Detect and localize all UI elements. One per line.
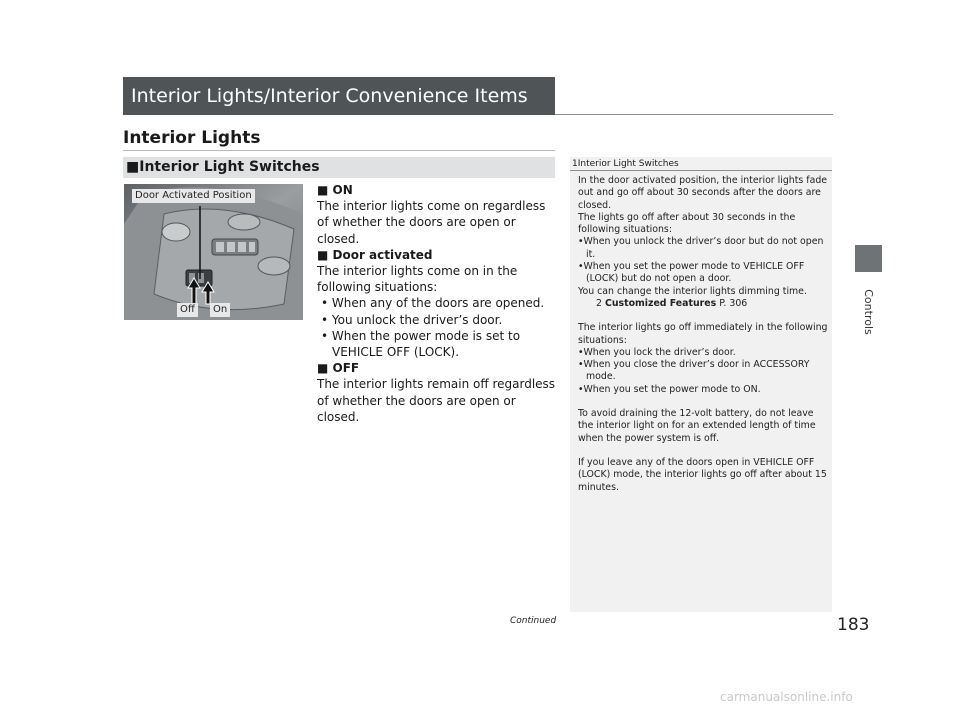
list-item: •When you set the power mode to ON. <box>578 383 761 395</box>
reference-title: Customized Features <box>604 297 717 309</box>
subsection-marker: ■ <box>126 159 140 175</box>
off-label: Off <box>177 303 198 317</box>
cross-reference[interactable] <box>578 298 828 310</box>
off-heading: ■ OFF <box>317 361 360 376</box>
subsection-title: Interior Light Switches <box>139 159 320 175</box>
info-paragraph: You can change the interior lights dimming time. <box>578 285 807 297</box>
list-item: •When you lock the driver’s door. <box>578 346 736 358</box>
list-item: • When any of the doors are opened. <box>321 296 545 311</box>
info-paragraph: In the door activated position, the interior lights fade out and go off about 30 seconds after the doors are closed. <box>578 175 828 211</box>
interior-light-photo <box>124 184 303 320</box>
subsection-bar <box>123 157 555 178</box>
info-paragraph: The lights go off after about 30 seconds in the following situations: <box>578 211 796 236</box>
off-text: The interior lights remain off regardless of whether the doors are open or closed. <box>317 377 556 424</box>
section-title: Interior Lights <box>123 128 261 148</box>
door-activated-text: The interior lights come on in the following situations: <box>317 264 518 295</box>
body-text <box>317 182 557 425</box>
note-icon: 1 <box>572 159 578 169</box>
info-paragraph: To avoid draining the 12-volt battery, do not leave the interior light on for an extended length of time when the power system is off. <box>578 408 816 444</box>
chapter-rule <box>555 114 833 115</box>
overhead-console-illustration <box>124 184 303 320</box>
info-paragraph: If you leave any of the doors open in VEHICLE OFF (LOCK) mode, the interior lights go off after about 15 minutes. <box>578 456 827 493</box>
list-item: •When you close the driver’s door in ACCESSORY mode. <box>578 359 810 383</box>
page-number: 183 <box>837 615 870 635</box>
list-item: • You unlock the driver’s door. <box>321 312 503 327</box>
list-item: • When the power mode is set to VEHICLE OFF (LOCK). <box>321 328 521 360</box>
continued-note: Continued <box>510 616 557 626</box>
info-paragraph: The interior lights go off immediately in the following situations: <box>578 322 828 346</box>
list-item: •When you set the power mode to VEHICLE OFF (LOCK) but do not open a door. <box>578 261 805 285</box>
side-tab-marker <box>855 245 882 272</box>
spacer <box>578 445 828 457</box>
reference-arrow-icon: 2 <box>596 297 602 309</box>
reference-page: P. 306 <box>719 297 748 309</box>
spacer <box>578 310 828 322</box>
side-tab-label: Controls <box>862 289 875 335</box>
section-rule <box>123 150 555 151</box>
site-watermark: carmanualsonline.info <box>720 690 853 704</box>
on-label: On <box>210 303 230 317</box>
door-activated-position-label: Door Activated Position <box>132 189 255 203</box>
on-heading: ■ ON <box>317 183 353 197</box>
list-item: •When you unlock the driver’s door but do not open it. <box>578 236 824 260</box>
chapter-title: Interior Lights/Interior Convenience Items <box>123 77 555 115</box>
door-activated-heading: ■ Door activated <box>317 247 433 262</box>
info-body <box>578 175 828 494</box>
info-sidebar <box>570 157 832 612</box>
on-text: The interior lights come on regardless of whether the doors are open or closed. <box>317 199 546 246</box>
spacer <box>578 396 828 408</box>
info-header: 1Interior Light Switches <box>570 157 832 171</box>
